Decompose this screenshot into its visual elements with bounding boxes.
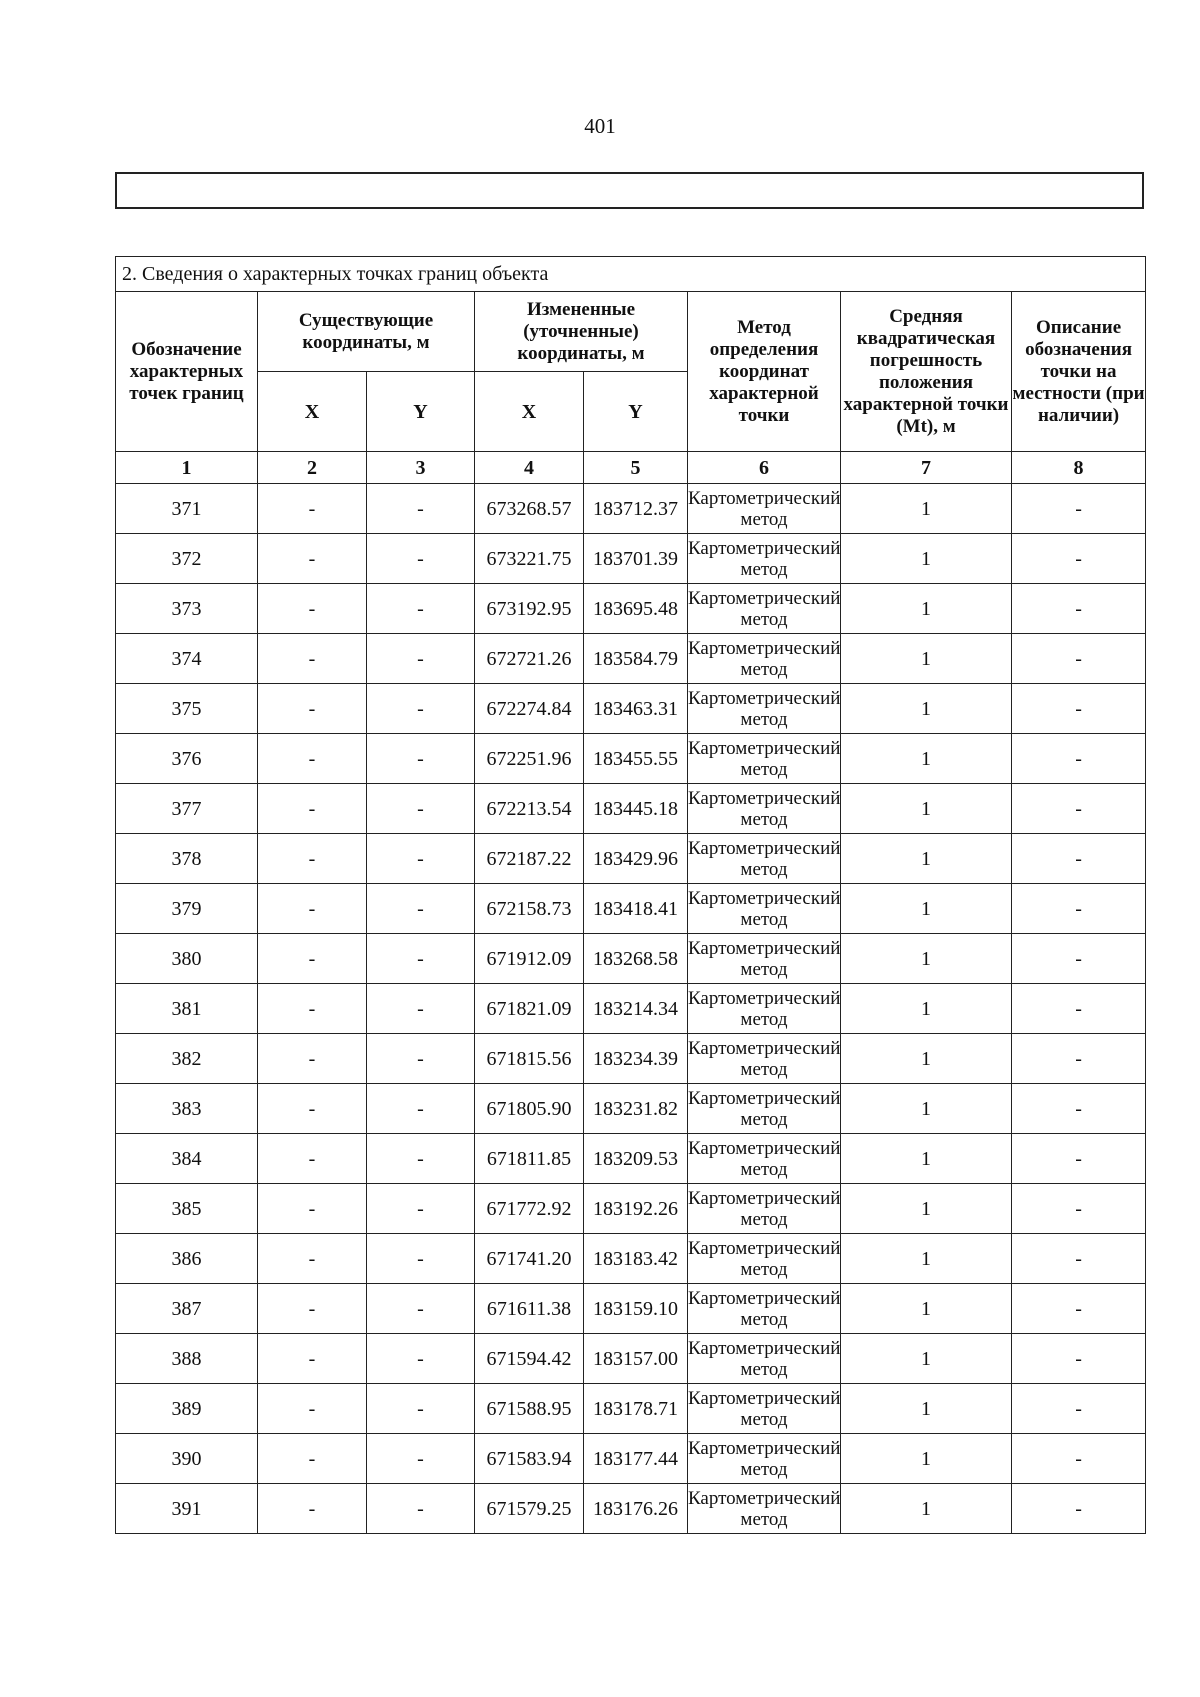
cell-error: 1 <box>841 584 1012 634</box>
cell-changed-x: 671805.90 <box>475 1084 584 1134</box>
cell-method: Картометрический метод <box>688 984 841 1034</box>
cell-existing-y: - <box>367 1284 475 1334</box>
cell-description: - <box>1012 1484 1146 1534</box>
cell-method: Картометрический метод <box>688 484 841 534</box>
cell-point: 380 <box>116 934 258 984</box>
column-number: 5 <box>584 452 688 484</box>
cell-error: 1 <box>841 1334 1012 1384</box>
cell-existing-x: - <box>258 1434 367 1484</box>
table-row <box>116 534 1146 584</box>
cell-existing-y: - <box>367 484 475 534</box>
cell-error: 1 <box>841 1034 1012 1084</box>
column-number: 6 <box>688 452 841 484</box>
table-row <box>116 1284 1146 1334</box>
cell-existing-y: - <box>367 1434 475 1484</box>
cell-changed-y: 183157.00 <box>584 1334 688 1384</box>
cell-error: 1 <box>841 1284 1012 1334</box>
cell-existing-y: - <box>367 1484 475 1534</box>
cell-existing-y: - <box>367 1084 475 1134</box>
cell-method: Картометрический метод <box>688 584 841 634</box>
cell-changed-x: 673268.57 <box>475 484 584 534</box>
cell-existing-y: - <box>367 1384 475 1434</box>
cell-existing-x: - <box>258 1484 367 1534</box>
header-changed-x: X <box>475 372 584 452</box>
cell-description: - <box>1012 1234 1146 1284</box>
cell-point: 383 <box>116 1084 258 1134</box>
cell-changed-x: 672158.73 <box>475 884 584 934</box>
cell-method: Картометрический метод <box>688 1184 841 1234</box>
cell-changed-x: 672213.54 <box>475 784 584 834</box>
cell-existing-x: - <box>258 1084 367 1134</box>
header-existing-x: X <box>258 372 367 452</box>
cell-method: Картометрический метод <box>688 1034 841 1084</box>
cell-changed-y: 183712.37 <box>584 484 688 534</box>
table-row <box>116 1034 1146 1084</box>
cell-method: Картометрический метод <box>688 784 841 834</box>
cell-changed-x: 671815.56 <box>475 1034 584 1084</box>
cell-error: 1 <box>841 784 1012 834</box>
page-number: 401 <box>584 114 616 138</box>
cell-existing-x: - <box>258 534 367 584</box>
cell-existing-y: - <box>367 984 475 1034</box>
cell-existing-x: - <box>258 1384 367 1434</box>
table-row <box>116 1084 1146 1134</box>
cell-changed-y: 183234.39 <box>584 1034 688 1084</box>
cell-point: 373 <box>116 584 258 634</box>
cell-changed-y: 183209.53 <box>584 1134 688 1184</box>
cell-existing-y: - <box>367 934 475 984</box>
cell-point: 390 <box>116 1434 258 1484</box>
table-row <box>116 834 1146 884</box>
cell-description: - <box>1012 834 1146 884</box>
cell-point: 377 <box>116 784 258 834</box>
header-existing-coords: Существующие координаты, м <box>258 292 475 372</box>
cell-point: 386 <box>116 1234 258 1284</box>
cell-existing-x: - <box>258 1184 367 1234</box>
cell-existing-y: - <box>367 834 475 884</box>
table-row <box>116 1234 1146 1284</box>
cell-changed-x: 673192.95 <box>475 584 584 634</box>
cell-method: Картометрический метод <box>688 834 841 884</box>
cell-error: 1 <box>841 734 1012 784</box>
cell-method: Картометрический метод <box>688 884 841 934</box>
cell-existing-y: - <box>367 534 475 584</box>
cell-existing-x: - <box>258 734 367 784</box>
cell-error: 1 <box>841 1234 1012 1284</box>
cell-method: Картометрический метод <box>688 734 841 784</box>
cell-changed-y: 183192.26 <box>584 1184 688 1234</box>
cell-error: 1 <box>841 1384 1012 1434</box>
cell-error: 1 <box>841 534 1012 584</box>
cell-changed-y: 183701.39 <box>584 534 688 584</box>
section-title: 2. Сведения о характерных точках границ объекта <box>116 257 1146 292</box>
cell-changed-x: 671741.20 <box>475 1234 584 1284</box>
cell-method: Картометрический метод <box>688 634 841 684</box>
cell-changed-x: 671611.38 <box>475 1284 584 1334</box>
column-number: 8 <box>1012 452 1146 484</box>
cell-error: 1 <box>841 484 1012 534</box>
cell-error: 1 <box>841 884 1012 934</box>
cell-method: Картометрический метод <box>688 534 841 584</box>
cell-changed-y: 183463.31 <box>584 684 688 734</box>
cell-error: 1 <box>841 1434 1012 1484</box>
cell-method: Картометрический метод <box>688 1384 841 1434</box>
cell-method: Картометрический метод <box>688 1484 841 1534</box>
cell-existing-y: - <box>367 884 475 934</box>
cell-method: Картометрический метод <box>688 1084 841 1134</box>
cell-existing-x: - <box>258 834 367 884</box>
cell-point: 374 <box>116 634 258 684</box>
cell-changed-x: 672251.96 <box>475 734 584 784</box>
column-numbers-row <box>116 452 1146 484</box>
cell-description: - <box>1012 784 1146 834</box>
table-row <box>116 984 1146 1034</box>
cell-changed-x: 671588.95 <box>475 1384 584 1434</box>
header-changed-y: Y <box>584 372 688 452</box>
header-box <box>115 172 1144 209</box>
cell-point: 375 <box>116 684 258 734</box>
cell-changed-y: 183695.48 <box>584 584 688 634</box>
cell-point: 376 <box>116 734 258 784</box>
cell-error: 1 <box>841 684 1012 734</box>
header-existing-y: Y <box>367 372 475 452</box>
cell-existing-y: - <box>367 584 475 634</box>
column-number: 7 <box>841 452 1012 484</box>
cell-existing-x: - <box>258 1234 367 1284</box>
cell-changed-y: 183159.10 <box>584 1284 688 1334</box>
cell-existing-y: - <box>367 634 475 684</box>
cell-point: 388 <box>116 1334 258 1384</box>
table-row <box>116 684 1146 734</box>
cell-existing-x: - <box>258 934 367 984</box>
cell-description: - <box>1012 584 1146 634</box>
header-changed-coords: Измененные (уточненные) координаты, м <box>475 292 688 372</box>
cell-method: Картометрический метод <box>688 684 841 734</box>
cell-point: 381 <box>116 984 258 1034</box>
cell-changed-x: 672721.26 <box>475 634 584 684</box>
cell-changed-x: 671772.92 <box>475 1184 584 1234</box>
cell-existing-x: - <box>258 984 367 1034</box>
cell-changed-y: 183177.44 <box>584 1434 688 1484</box>
cell-existing-y: - <box>367 1034 475 1084</box>
cell-description: - <box>1012 884 1146 934</box>
cell-point: 384 <box>116 1134 258 1184</box>
cell-description: - <box>1012 684 1146 734</box>
cell-description: - <box>1012 1034 1146 1084</box>
table-row <box>116 634 1146 684</box>
table-row <box>116 1434 1146 1484</box>
cell-changed-x: 671583.94 <box>475 1434 584 1484</box>
cell-existing-y: - <box>367 1184 475 1234</box>
table-row <box>116 734 1146 784</box>
column-number: 2 <box>258 452 367 484</box>
cell-point: 371 <box>116 484 258 534</box>
cell-point: 385 <box>116 1184 258 1234</box>
cell-description: - <box>1012 1284 1146 1334</box>
cell-error: 1 <box>841 1134 1012 1184</box>
cell-point: 387 <box>116 1284 258 1334</box>
table-row <box>116 1484 1146 1534</box>
header-description: Описание обозначения точки на местности (при наличии) <box>1012 292 1146 452</box>
header-method: Метод определения координат характерной точки <box>688 292 841 452</box>
cell-method: Картометрический метод <box>688 1234 841 1284</box>
cell-changed-y: 183176.26 <box>584 1484 688 1534</box>
cell-changed-x: 671594.42 <box>475 1334 584 1384</box>
cell-description: - <box>1012 634 1146 684</box>
cell-description: - <box>1012 534 1146 584</box>
cell-existing-y: - <box>367 684 475 734</box>
cell-existing-y: - <box>367 1234 475 1284</box>
cell-existing-y: - <box>367 1334 475 1384</box>
table-row <box>116 484 1146 534</box>
cell-changed-y: 183268.58 <box>584 934 688 984</box>
cell-method: Картометрический метод <box>688 1284 841 1334</box>
table-row <box>116 934 1146 984</box>
cell-error: 1 <box>841 1084 1012 1134</box>
cell-description: - <box>1012 484 1146 534</box>
cell-description: - <box>1012 1334 1146 1384</box>
cell-existing-x: - <box>258 634 367 684</box>
cell-changed-y: 183418.41 <box>584 884 688 934</box>
cell-existing-y: - <box>367 734 475 784</box>
table-row <box>116 1184 1146 1234</box>
table-row <box>116 1134 1146 1184</box>
cell-changed-y: 183584.79 <box>584 634 688 684</box>
cell-changed-y: 183429.96 <box>584 834 688 884</box>
cell-description: - <box>1012 734 1146 784</box>
cell-description: - <box>1012 934 1146 984</box>
cell-existing-x: - <box>258 1134 367 1184</box>
cell-method: Картометрический метод <box>688 1434 841 1484</box>
cell-method: Картометрический метод <box>688 934 841 984</box>
cell-existing-x: - <box>258 784 367 834</box>
table-row <box>116 884 1146 934</box>
cell-existing-x: - <box>258 884 367 934</box>
cell-point: 379 <box>116 884 258 934</box>
cell-error: 1 <box>841 934 1012 984</box>
cell-changed-x: 673221.75 <box>475 534 584 584</box>
table-row <box>116 1384 1146 1434</box>
cell-error: 1 <box>841 634 1012 684</box>
cell-changed-y: 183455.55 <box>584 734 688 784</box>
cell-description: - <box>1012 1184 1146 1234</box>
cell-description: - <box>1012 1434 1146 1484</box>
cell-error: 1 <box>841 984 1012 1034</box>
table-row <box>116 784 1146 834</box>
cell-existing-y: - <box>367 784 475 834</box>
cell-description: - <box>1012 1134 1146 1184</box>
column-number: 1 <box>116 452 258 484</box>
cell-changed-y: 183183.42 <box>584 1234 688 1284</box>
table-row <box>116 1334 1146 1384</box>
cell-point: 378 <box>116 834 258 884</box>
cell-description: - <box>1012 1384 1146 1434</box>
cell-existing-x: - <box>258 684 367 734</box>
cell-description: - <box>1012 984 1146 1034</box>
coordinates-table <box>115 256 1146 1534</box>
cell-method: Картометрический метод <box>688 1134 841 1184</box>
cell-point: 382 <box>116 1034 258 1084</box>
cell-changed-x: 672274.84 <box>475 684 584 734</box>
table-row <box>116 584 1146 634</box>
cell-changed-y: 183214.34 <box>584 984 688 1034</box>
cell-point: 389 <box>116 1384 258 1434</box>
cell-existing-x: - <box>258 1334 367 1384</box>
cell-existing-y: - <box>367 1134 475 1184</box>
column-number: 4 <box>475 452 584 484</box>
header-point: Обозначение характерных точек границ <box>116 292 258 452</box>
cell-changed-y: 183445.18 <box>584 784 688 834</box>
cell-changed-x: 672187.22 <box>475 834 584 884</box>
cell-point: 372 <box>116 534 258 584</box>
cell-existing-x: - <box>258 584 367 634</box>
cell-existing-x: - <box>258 484 367 534</box>
cell-changed-x: 671811.85 <box>475 1134 584 1184</box>
cell-error: 1 <box>841 834 1012 884</box>
cell-changed-x: 671821.09 <box>475 984 584 1034</box>
cell-changed-y: 183231.82 <box>584 1084 688 1134</box>
cell-changed-x: 671912.09 <box>475 934 584 984</box>
cell-error: 1 <box>841 1484 1012 1534</box>
cell-existing-x: - <box>258 1284 367 1334</box>
cell-point: 391 <box>116 1484 258 1534</box>
cell-error: 1 <box>841 1184 1012 1234</box>
header-error: Средняя квадратическая погрешность положения характерной точки (Mt), м <box>841 292 1012 452</box>
cell-method: Картометрический метод <box>688 1334 841 1384</box>
cell-existing-x: - <box>258 1034 367 1084</box>
column-number: 3 <box>367 452 475 484</box>
cell-changed-y: 183178.71 <box>584 1384 688 1434</box>
table-body <box>116 484 1146 1534</box>
cell-changed-x: 671579.25 <box>475 1484 584 1534</box>
cell-description: - <box>1012 1084 1146 1134</box>
